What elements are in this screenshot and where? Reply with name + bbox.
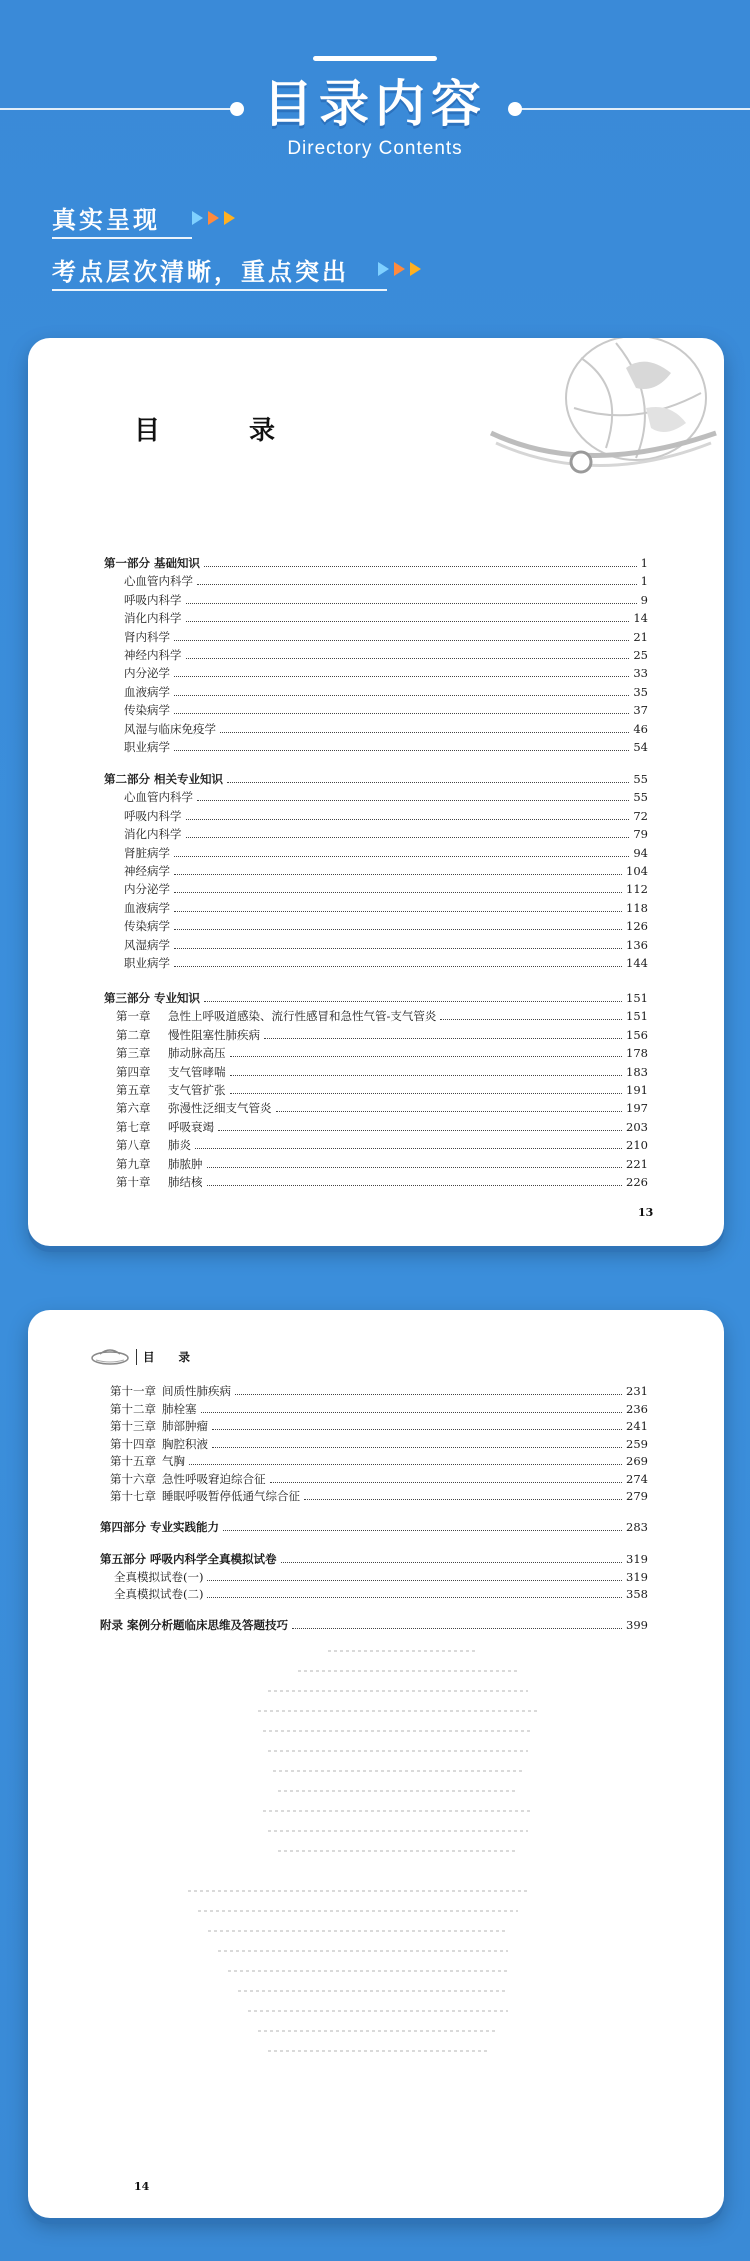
toc-page-number: 21 <box>633 629 648 644</box>
toc-entry-label: 呼吸内科学 <box>124 592 182 607</box>
toc-entry <box>124 685 648 700</box>
toc-leader-dots <box>201 1412 623 1413</box>
toc-entry <box>124 864 648 879</box>
running-head <box>90 1348 200 1366</box>
header-banner <box>0 0 750 170</box>
toc-entry-title <box>124 956 170 971</box>
toc-leader-dots <box>186 621 630 622</box>
toc-page-number: 9 <box>640 592 648 607</box>
toc-entry-title <box>124 722 216 737</box>
toc-chapter-number: 第十四章 <box>110 1436 156 1451</box>
toc-page-number: 33 <box>633 666 648 681</box>
toc-entry-label: 肾内科学 <box>124 629 170 644</box>
toc-entry-title <box>116 1046 226 1061</box>
toc-leader-dots <box>207 1597 622 1598</box>
toc-leader-dots <box>174 892 622 893</box>
toc-leader-dots <box>174 929 622 930</box>
toc-chapter-number: 第五章 <box>116 1083 151 1097</box>
toc-entry-title <box>104 556 200 571</box>
toc-entry-label: 慢性阻塞性肺疾病 <box>168 1027 260 1042</box>
running-head-label: 目 录 <box>136 1349 200 1365</box>
toc-entry <box>124 593 648 608</box>
toc-entry <box>100 1520 648 1535</box>
toc-entry <box>124 790 648 805</box>
toc-entry-title <box>124 666 170 681</box>
toc-leader-dots <box>186 658 630 659</box>
bleed-through-line <box>278 1850 518 1852</box>
page-number: 14 <box>134 2180 150 2193</box>
toc-page-number: 1 <box>640 574 648 589</box>
arrow-icon <box>208 211 219 225</box>
toc-page-number: 221 <box>626 1156 648 1171</box>
toc-entry-title <box>124 630 170 645</box>
toc-entry-label: 肺栓塞 <box>162 1401 197 1416</box>
toc-entry <box>110 1472 648 1487</box>
bleed-through-line <box>268 1750 528 1752</box>
toc-entry-label: 第一部分 基础知识 <box>104 556 201 570</box>
bleed-through-line <box>188 1890 528 1892</box>
toc-entry-title <box>116 1175 203 1190</box>
toc-entry-label: 支气管扩张 <box>168 1083 226 1097</box>
toc-chapter-number: 第十二章 <box>110 1401 156 1416</box>
toc-entry-title <box>124 919 170 934</box>
page-title: 目录内容 <box>263 75 487 133</box>
toc-page-number: 25 <box>633 648 648 662</box>
toc-leader-dots <box>174 874 622 875</box>
toc-entry-label: 第三部分 专业知识 <box>104 991 201 1005</box>
toc-entry-title <box>114 1587 203 1602</box>
toc-entry-label: 传染病学 <box>124 919 170 934</box>
toc-entry-title <box>124 864 170 879</box>
toc-entry <box>110 1419 648 1434</box>
toc-entry <box>104 556 648 571</box>
toc-page-number: 358 <box>626 1587 648 1601</box>
toc-entry <box>124 666 648 681</box>
toc-leader-dots <box>292 1628 622 1629</box>
toc-leader-dots <box>276 1111 623 1112</box>
arrow-icon <box>394 262 405 276</box>
toc-entry <box>124 882 648 897</box>
toc-entry-title <box>110 1384 231 1399</box>
arrow-icons-1 <box>192 211 235 225</box>
toc-entry-label: 第五部分 呼吸内科学全真模拟试卷 <box>100 1552 277 1566</box>
toc-entry <box>124 574 648 589</box>
toc-page-number: 210 <box>626 1138 648 1153</box>
bleed-through-line <box>328 1650 478 1652</box>
toc-entry-title <box>124 827 182 842</box>
toc-leader-dots <box>218 1130 622 1131</box>
toc-page-number: 151 <box>626 1009 648 1024</box>
toc-entry-label: 第二部分 相关专业知识 <box>104 772 224 786</box>
toc-page-number: 283 <box>626 1520 648 1534</box>
toc-chapter-number: 第十一章 <box>110 1384 156 1398</box>
toc-leader-dots <box>174 695 629 696</box>
toc-page-number: 319 <box>626 1552 648 1566</box>
toc-entry <box>110 1489 648 1504</box>
toc-entry-label: 内分泌学 <box>124 666 170 681</box>
bleed-through-line <box>258 1710 538 1712</box>
toc-chapter-number: 第十三章 <box>110 1419 156 1433</box>
bleed-through-line <box>268 1690 528 1692</box>
feature-tag-1-underline <box>52 237 192 239</box>
toc-entry-title <box>100 1520 219 1535</box>
toc-entry <box>116 1083 648 1098</box>
arrow-icon <box>192 211 203 225</box>
toc-page-number: 126 <box>626 919 648 934</box>
toc-entry <box>116 1120 648 1135</box>
bleed-through-line <box>268 2050 488 2052</box>
toc-leader-dots <box>195 1148 622 1149</box>
toc-page-number: 118 <box>626 900 648 915</box>
toc-entry <box>110 1454 648 1469</box>
toc-leader-dots <box>230 1093 623 1094</box>
toc-page-number: 231 <box>626 1384 648 1398</box>
toc-page-number: 144 <box>626 956 648 970</box>
toc-leader-dots <box>174 640 629 641</box>
toc-entry-title <box>124 703 170 718</box>
bleed-through-line <box>218 1950 508 1952</box>
toc-page-number: 94 <box>633 845 648 860</box>
toc-entry-label: 神经病学 <box>124 864 170 878</box>
toc-entry-label: 全真模拟试卷(一) <box>114 1569 204 1584</box>
toc-entry <box>124 956 648 971</box>
toc-page-number: 183 <box>626 1064 648 1079</box>
toc-leader-dots <box>189 1464 622 1465</box>
toc-page-number: 399 <box>626 1618 648 1632</box>
toc-entry-title <box>124 740 170 755</box>
toc-entry-title <box>124 809 182 824</box>
toc-entry-label: 肺脓肿 <box>168 1156 203 1171</box>
toc-entry-title <box>124 882 170 897</box>
toc-entry-label: 内分泌学 <box>124 882 170 897</box>
arrow-icon <box>378 262 389 276</box>
toc-page-number: 241 <box>626 1419 648 1433</box>
toc-entry-label: 肺结核 <box>168 1175 203 1189</box>
toc-chapter-number: 第八章 <box>116 1138 151 1153</box>
toc-leader-dots <box>264 1038 622 1039</box>
bleed-through-line <box>248 2010 508 2012</box>
toc-leader-dots <box>207 1167 623 1168</box>
bleed-through-line <box>258 2030 498 2032</box>
toc-page-number: 197 <box>626 1101 648 1116</box>
toc-leader-dots <box>174 966 622 967</box>
toc-chapter-number: 第三章 <box>116 1046 151 1061</box>
toc-entry-label: 气胸 <box>162 1454 185 1468</box>
toc-entry-label: 肾脏病学 <box>124 845 170 860</box>
toc-entry-title <box>124 648 182 663</box>
toc-leader-dots <box>223 1530 622 1531</box>
toc-chapter-number: 第四章 <box>116 1064 151 1079</box>
toc-entry <box>124 630 648 645</box>
toc-page-number: 274 <box>626 1471 648 1486</box>
toc-entry-label: 传染病学 <box>124 703 170 718</box>
toc-entry-title <box>116 1138 191 1153</box>
toc-chapter-number: 第十六章 <box>110 1471 156 1486</box>
bleed-through-line <box>208 1930 508 1932</box>
toc-entry-label: 心血管内科学 <box>124 574 193 589</box>
toc-leader-dots <box>186 837 630 838</box>
toc-page-number: 55 <box>633 772 648 786</box>
toc-entry <box>124 703 648 718</box>
toc-entry <box>100 1552 648 1567</box>
toc-leader-dots <box>207 1580 622 1581</box>
toc-entry-label: 血液病学 <box>124 684 170 699</box>
toc-entry-label: 血液病学 <box>124 900 170 915</box>
bleed-through-line <box>298 1670 518 1672</box>
toc-entry <box>100 1618 648 1633</box>
toc-entry-label: 附录 案例分析题临床思维及答题技巧 <box>100 1618 289 1632</box>
toc-entry-label: 心血管内科学 <box>124 790 193 805</box>
page-subtitle: Directory Contents <box>287 138 463 159</box>
toc-page-number: 151 <box>626 991 648 1005</box>
toc-leader-dots <box>212 1447 622 1448</box>
toc-entry <box>110 1437 648 1452</box>
toc-page-1 <box>28 338 724 1246</box>
toc-page-number: 259 <box>626 1436 648 1451</box>
toc-leader-dots <box>186 819 630 820</box>
toc-entry-label: 呼吸内科学 <box>124 808 182 823</box>
toc-entry <box>124 809 648 824</box>
toc-chapter-number: 第一章 <box>116 1009 151 1024</box>
toc-entry <box>110 1384 648 1399</box>
bleed-through-line <box>198 1910 518 1912</box>
toc-entry-label: 肺动脉高压 <box>168 1046 226 1061</box>
toc-leader-dots <box>174 676 629 677</box>
toc-leader-dots <box>204 1001 622 1002</box>
toc-entry-title <box>116 1157 203 1172</box>
toc-entry <box>116 1065 648 1080</box>
toc-entry-title <box>124 574 193 589</box>
toc-leader-dots <box>174 856 629 857</box>
toc-page-number: 46 <box>633 721 648 736</box>
toc-leader-dots <box>235 1394 622 1395</box>
feature-tag-1: 真实呈现 <box>52 206 160 234</box>
toc-entry <box>116 1101 648 1116</box>
toc-page-number: 37 <box>633 703 648 718</box>
toc-entry-label: 全真模拟试卷(二) <box>114 1587 204 1601</box>
toc-page-number: 55 <box>633 790 648 805</box>
toc-chapter-number: 第十七章 <box>110 1489 156 1503</box>
title-decor-bar <box>313 56 437 61</box>
toc-leader-dots <box>174 948 622 949</box>
toc-entry-label: 支气管哮喘 <box>168 1064 226 1079</box>
toc-entry-label: 肺部肿瘤 <box>162 1419 208 1433</box>
toc-entry-title <box>116 1028 260 1043</box>
toc-entry-title <box>124 685 170 700</box>
toc-entry-label: 呼吸衰竭 <box>168 1119 214 1134</box>
toc-entry <box>116 1157 648 1172</box>
toc-chapter-number: 第十章 <box>116 1175 151 1189</box>
toc-entry-title <box>110 1402 197 1417</box>
toc-entry-title <box>116 1120 214 1135</box>
toc-entry-label: 急性上呼吸道感染、流行性感冒和急性气管-支气管炎 <box>168 1009 437 1024</box>
toc-page-number: 112 <box>626 882 648 897</box>
arrow-icon <box>224 211 235 225</box>
toc-page-number: 35 <box>633 684 648 699</box>
toc-entry-label: 第四部分 专业实践能力 <box>100 1520 220 1534</box>
toc-page-number: 156 <box>626 1027 648 1042</box>
toc-entry-title <box>116 1083 226 1098</box>
bleed-through-line <box>278 1790 518 1792</box>
toc-entry-label: 急性呼吸窘迫综合征 <box>162 1471 266 1486</box>
toc-entry-label: 胸腔积液 <box>162 1436 208 1451</box>
toc-page-number: 79 <box>633 827 648 842</box>
toc-leader-dots <box>281 1562 623 1563</box>
toc-leader-dots <box>197 800 629 801</box>
toc-entry-label: 职业病学 <box>124 956 170 970</box>
toc-entry-title <box>124 846 170 861</box>
toc-entry-label: 风湿与临床免疫学 <box>124 721 216 736</box>
toc-page-number: 1 <box>640 556 648 570</box>
toc-entry-title <box>124 901 170 916</box>
bleed-through-line <box>273 1770 523 1772</box>
toc-leader-dots <box>227 782 629 783</box>
toc-entry <box>110 1402 648 1417</box>
toc-entry <box>116 1175 648 1190</box>
toc-entry-label: 职业病学 <box>124 740 170 754</box>
toc-page-2 <box>28 1310 724 2218</box>
bleed-through-line <box>263 1730 533 1732</box>
toc-leader-dots <box>230 1075 623 1076</box>
arrow-icon <box>410 262 421 276</box>
toc-entry <box>124 919 648 934</box>
toc-leader-dots <box>174 750 629 751</box>
globe-decoration-icon <box>486 338 724 488</box>
bleed-through-line <box>238 1990 508 1992</box>
toc-entry-title <box>116 1065 226 1080</box>
toc-entry-label: 睡眠呼吸暂停低通气综合征 <box>162 1489 300 1503</box>
toc-entry <box>104 772 648 787</box>
toc-entry <box>116 1028 648 1043</box>
bleed-through-line <box>268 1830 528 1832</box>
toc-chapter-number: 第七章 <box>116 1119 151 1134</box>
toc-entry-title <box>110 1437 208 1452</box>
toc-page-number: 72 <box>633 808 648 823</box>
page-number: 13 <box>638 1206 654 1219</box>
toc-entry-label: 肺炎 <box>168 1138 191 1153</box>
toc-page-number: 191 <box>626 1083 648 1097</box>
toc-page-number: 279 <box>626 1489 648 1503</box>
toc-entry <box>114 1570 648 1585</box>
toc-entry <box>124 611 648 626</box>
arrow-icons-2 <box>378 262 421 276</box>
toc-page-number: 104 <box>626 864 648 878</box>
toc-leader-dots <box>220 732 629 733</box>
toc-entry <box>114 1587 648 1602</box>
toc-entry <box>116 1009 648 1024</box>
toc-entry-title <box>110 1419 208 1434</box>
feature-tag-2-underline <box>52 289 387 291</box>
toc-entry <box>124 722 648 737</box>
toc-chapter-number: 第九章 <box>116 1156 151 1171</box>
toc-chapter-number: 第十五章 <box>110 1454 156 1468</box>
bleed-through-line <box>263 1810 533 1812</box>
toc-entry-label: 神经内科学 <box>124 648 182 662</box>
globe-small-icon <box>90 1348 130 1366</box>
toc-page-number: 178 <box>626 1046 648 1061</box>
toc-entry-label: 消化内科学 <box>124 827 182 842</box>
toc-entry-title <box>100 1618 288 1633</box>
toc-leader-dots <box>230 1056 623 1057</box>
toc-entry-title <box>104 772 223 787</box>
bleed-through-line <box>228 1970 508 1972</box>
toc-entry-title <box>110 1472 266 1487</box>
toc-leader-dots <box>270 1482 623 1483</box>
toc-entry <box>116 1046 648 1061</box>
toc-entry-title <box>116 1101 272 1116</box>
toc-page-number: 14 <box>633 611 648 626</box>
toc-chapter-number: 第六章 <box>116 1101 151 1116</box>
toc-page-number: 136 <box>626 937 648 952</box>
toc-leader-dots <box>440 1019 622 1020</box>
toc-entry-label: 消化内科学 <box>124 611 182 626</box>
toc-entry <box>104 991 648 1006</box>
toc-entry-title <box>104 991 200 1006</box>
toc-entry <box>124 648 648 663</box>
toc-entry <box>124 740 648 755</box>
toc-entry <box>124 901 648 916</box>
toc-leader-dots <box>174 713 629 714</box>
toc-leader-dots <box>174 911 622 912</box>
toc-leader-dots <box>186 603 637 604</box>
toc-entry-title <box>110 1454 185 1469</box>
toc-page-number: 236 <box>626 1401 648 1416</box>
toc-page-number: 203 <box>626 1119 648 1134</box>
toc-chapter-number: 第二章 <box>116 1027 151 1042</box>
toc-entry-title <box>124 790 193 805</box>
toc-leader-dots <box>197 584 637 585</box>
toc-heading: 目 录 <box>134 416 316 446</box>
toc-page-number: 226 <box>626 1175 648 1189</box>
toc-entry-title <box>124 593 182 608</box>
toc-page-number: 54 <box>633 740 648 754</box>
toc-entry-label: 风湿病学 <box>124 937 170 952</box>
toc-entry-title <box>124 938 170 953</box>
toc-entry-title <box>116 1009 436 1024</box>
toc-entry-label: 间质性肺疾病 <box>162 1384 231 1398</box>
toc-entry-title <box>100 1552 277 1567</box>
toc-entry-label: 弥漫性泛细支气管炎 <box>168 1101 272 1116</box>
toc-entry <box>124 938 648 953</box>
toc-entry-title <box>110 1489 300 1504</box>
toc-entry <box>124 846 648 861</box>
toc-page-number: 269 <box>626 1454 648 1468</box>
toc-entry <box>124 827 648 842</box>
toc-leader-dots <box>207 1185 623 1186</box>
toc-leader-dots <box>212 1429 622 1430</box>
toc-page-number: 319 <box>626 1569 648 1584</box>
toc-leader-dots <box>304 1499 622 1500</box>
toc-leader-dots <box>204 566 637 567</box>
feature-tag-2: 考点层次清晰，重点突出 <box>52 258 349 286</box>
toc-entry-title <box>124 611 182 626</box>
toc-entry <box>116 1138 648 1153</box>
toc-entry-title <box>114 1570 203 1585</box>
